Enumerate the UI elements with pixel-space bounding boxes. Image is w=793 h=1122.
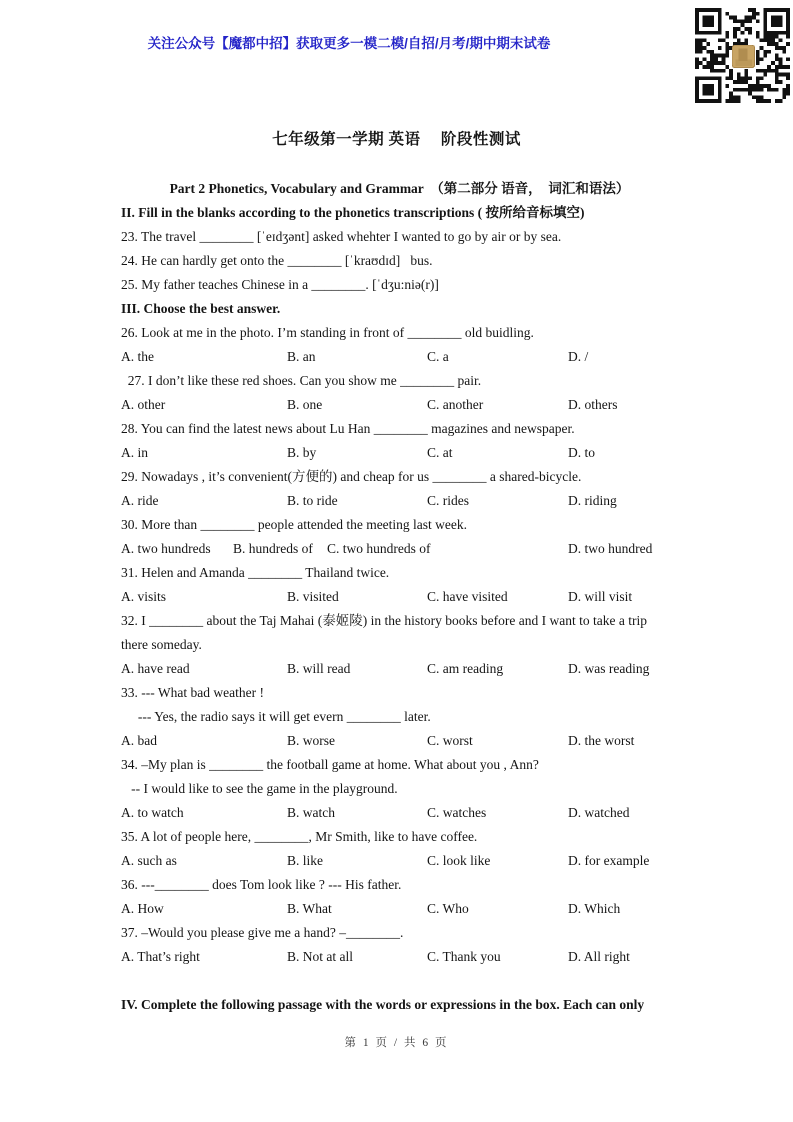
phonetics-question-line: 24. He can hardly get onto the ________ [ˈkraʊdɪd] bus. [121, 253, 433, 268]
option-A: A. such as [121, 853, 177, 868]
option-A: A. bad [121, 733, 157, 748]
option-B: B. worse [287, 733, 335, 748]
option-D: D. Which [568, 901, 621, 916]
option-C: C. a [427, 349, 449, 364]
options-row [121, 801, 678, 825]
options-row [121, 945, 678, 969]
option-C: C. two hundreds of [327, 541, 431, 556]
option-B: B. like [287, 853, 323, 868]
question-stem-line: 29. Nowadays , it’s convenient(方便的) and cheap for us ________ a shared-bicycle. [121, 469, 582, 484]
option-A: A. the [121, 349, 154, 364]
option-C: C. Who [427, 901, 469, 916]
option-D: D. All right [568, 949, 630, 964]
phonetics-items [121, 225, 678, 297]
option-B: B. will read [287, 661, 351, 676]
question-stem-line: 26. Look at me in the photo. I’m standing in front of ________ old buidling. [121, 325, 534, 340]
option-A: A. That’s right [121, 949, 200, 964]
phonetics-question-line: 23. The travel ________ [ˈeɪdʒənt] asked whehter I wanted to go by air or by sea. [121, 229, 562, 244]
option-D: D. riding [568, 493, 617, 508]
option-D: D. for example [568, 853, 650, 868]
option-A: A. to watch [121, 805, 184, 820]
options-row [121, 657, 678, 681]
options-row [121, 897, 678, 921]
option-B: B. watch [287, 805, 335, 820]
option-D: D. two hundred [568, 541, 653, 556]
page-footer: 第 1 页 / 共 6 页 [344, 1037, 449, 1049]
option-D: D. the worst [568, 733, 635, 748]
option-C: C. another [427, 397, 484, 412]
option-D: D. / [568, 349, 589, 364]
option-A: A. two hundreds [121, 541, 211, 556]
option-C: C. am reading [427, 661, 504, 676]
header-notice: 关注公众号【魔都中招】获取更多一模二模/自招/月考/期中期末试卷 [147, 36, 551, 51]
question-stem-line: 27. I don’t like these red shoes. Can you show me ________ pair. [121, 373, 482, 388]
option-A: A. other [121, 397, 166, 412]
part-heading: Part 2 Phonetics, Vocabulary and Grammar （第二部分 语音， 词汇和语法） [169, 181, 630, 196]
options-row [121, 729, 678, 753]
options-row [121, 585, 678, 609]
section-iii-heading: III. Choose the best answer. [121, 301, 281, 316]
section-iv-heading: IV. Complete the following passage with the words or expressions in the box. Each can only [121, 997, 645, 1012]
question-stem-line: 36. ---________ does Tom look like ? --- His father. [121, 877, 402, 892]
question-stem-line: 32. I ________ about the Taj Mahai (泰姬陵) in the history books before and I want to take a trip [121, 613, 647, 628]
options-row [121, 393, 678, 417]
option-A: A. How [121, 901, 164, 916]
option-D: D. was reading [568, 661, 650, 676]
option-C: C. at [427, 445, 453, 460]
options-row [121, 489, 678, 513]
option-D: D. watched [568, 805, 630, 820]
option-A: A. visits [121, 589, 167, 604]
question-stem-line: --- Yes, the radio says it will get evern ________ later. [121, 709, 431, 724]
question-stem-line: 37. –Would you please give me a hand? –________. [121, 925, 404, 940]
option-C: C. look like [427, 853, 491, 868]
choice-questions [121, 321, 678, 969]
option-D: D. others [568, 397, 618, 412]
option-B: B. one [287, 397, 323, 412]
option-C: C. worst [427, 733, 473, 748]
option-B: B. by [287, 445, 317, 460]
question-stem-line: 28. You can find the latest news about Lu Han ________ magazines and newspaper. [121, 421, 575, 436]
question-stem-line: 31. Helen and Amanda ________ Thailand twice. [121, 565, 390, 580]
options-row [121, 441, 678, 465]
question-stem-line: 30. More than ________ people attended the meeting last week. [121, 517, 468, 532]
options-row [121, 345, 678, 369]
option-B: B. Not at all [287, 949, 353, 964]
option-A: A. ride [121, 493, 159, 508]
option-B: B. to ride [287, 493, 338, 508]
content-area [121, 177, 678, 1017]
qr-code-image [695, 8, 790, 103]
option-D: D. to [568, 445, 595, 460]
option-C: C. Thank you [427, 949, 501, 964]
section-ii-heading: II. Fill in the blanks according to the phonetics transcriptions ( 按所给音标填空) [121, 205, 585, 220]
page-title: 七年级第一学期 英语 阶段性测试 [272, 131, 521, 148]
option-C: C. have visited [427, 589, 508, 604]
option-B: B. hundreds of [233, 541, 313, 556]
qr-code [695, 8, 790, 103]
options-row [121, 849, 678, 873]
options-row [121, 537, 678, 561]
question-stem-line: 34. –My plan is ________ the football game at home. What about you , Ann? [121, 757, 539, 772]
option-D: D. will visit [568, 589, 633, 604]
option-C: C. rides [427, 493, 469, 508]
phonetics-question-line: 25. My father teaches Chinese in a ________. [ˈdʒu:niə(r)] [121, 277, 439, 292]
option-B: B. What [287, 901, 332, 916]
question-stem-line: there someday. [121, 637, 202, 652]
option-C: C. watches [427, 805, 487, 820]
option-A: A. in [121, 445, 148, 460]
question-stem-line: 33. --- What bad weather ! [121, 685, 264, 700]
option-A: A. have read [121, 661, 190, 676]
option-B: B. an [287, 349, 316, 364]
question-stem-line: -- I would like to see the game in the playground. [121, 781, 398, 796]
question-stem-line: 35. A lot of people here, ________, Mr Smith, like to have coffee. [121, 829, 478, 844]
option-B: B. visited [287, 589, 339, 604]
